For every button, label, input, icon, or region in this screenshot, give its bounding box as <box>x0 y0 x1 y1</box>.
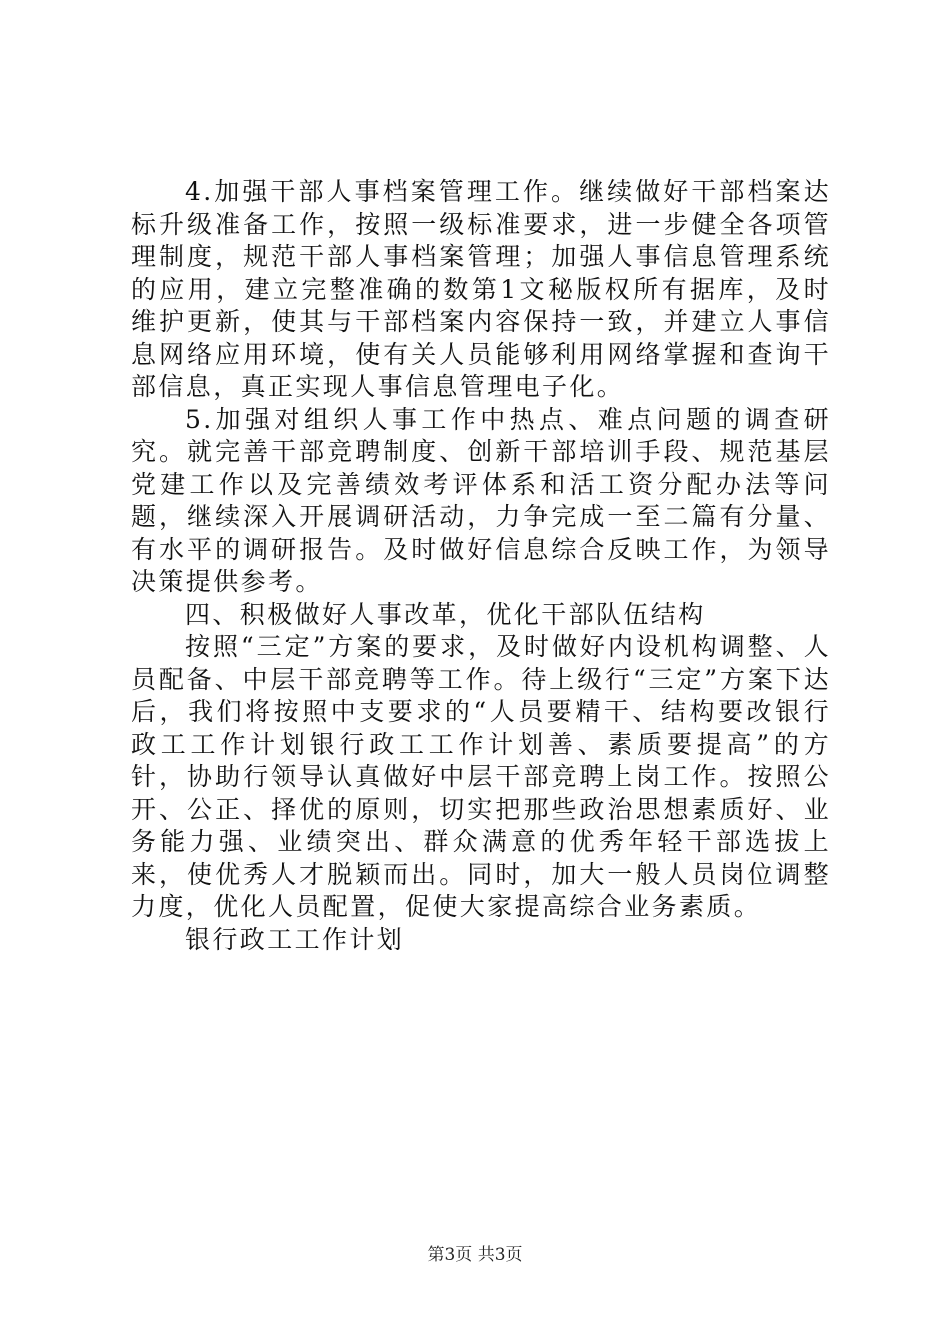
page-footer: 第3页 共3页 <box>427 1245 523 1265</box>
paragraph-closing-title: 银行政工工作计划 <box>185 924 405 954</box>
section-heading-reform: 四、积极做好人事改革，优化干部队伍结构 <box>185 599 706 629</box>
paragraph-research: 5.加强对组织人事工作中热点、难点问题的调查研究。就完善干部竞聘制度、创新干部培训手段、规范基层党建工作以及完善绩效考评体系和活工资分配办法等问题，继续深入开展调研活动，力争完成一至二篇有分量、有水平的调研报告。及时做好信息综合反映工作，为领导决策提供参考。 <box>131 404 831 596</box>
paragraph-three-fix-plan: 按照“三定”方案的要求，及时做好内设机构调整、人员配备、中层干部竞聘等工作。待上级行“三定”方案下达后，我们将按照中支要求的“人员要精干、结构要改银行政工工作计划银行政工工作计划善、素质要提高”的方针，协助行领导认真做好中层干部竞聘上岗工作。按照公开、公正、择优的原则，切实把那些政治思想素质好、业务能力强、业绩突出、群众满意的优秀年轻干部选拔上来，使优秀人才脱颖而出。同时，加大一般人员岗位调整力度，优化人员配置，促使大家提高综合业务素质。 <box>131 632 831 921</box>
paragraph-archive-management: 4.加强干部人事档案管理工作。继续做好干部档案达标升级准备工作，按照一级标准要求，进一步健全各项管理制度，规范干部人事档案管理；加强人事信息管理系统的应用，建立完整准确的数第1文秘版权所有据库，及时维护更新，使其与干部档案内容保持一致，并建立人事信息网络应用环境，使有关人员能够利用网络掌握和查询干部信息，真正实现人事信息管理电子化。 <box>131 177 831 401</box>
document-body <box>131 176 831 956</box>
